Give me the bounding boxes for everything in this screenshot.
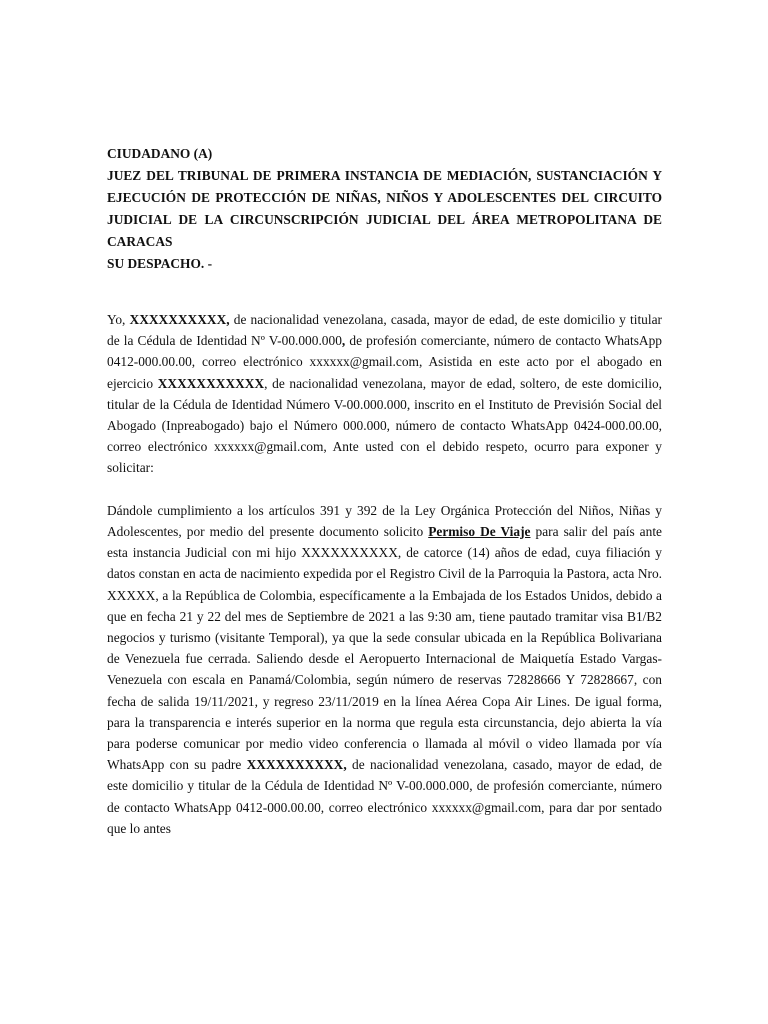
- addressee-header: [107, 143, 662, 275]
- father-name: XXXXXXXXXX,: [246, 757, 347, 773]
- court-name: JUEZ DEL TRIBUNAL DE PRIMERA INSTANCIA DE MEDIACIÓN, SUSTANCIACIÓN Y EJECUCIÓN DE PROTECCIÓN DE NIÑAS, NIÑOS Y ADOLESCENTES DEL CIRCUITO JUDICIAL DE LA CIRCUNSCRIPCIÓN JUDICIAL DEL ÁREA METROPOLITANA DE CARACAS: [107, 168, 662, 249]
- introduction-paragraph: Yo, XXXXXXXXXX, de nacionalidad venezolana, casada, mayor de edad, de este domicilio y titular de la Cédula de Identidad Nº V-00.000.000, de profesión comerciante, número de contacto WhatsApp 0412-000.00.00, correo electrónico xxxxxx@gmail.com, Asistida en este acto por el abogado en ejercicio XXXXXXXXXXX, de nacionalidad venezolana, mayor de edad, soltero, de este domicilio, titular de la Cédula de Identidad Número V-00.000.000, inscrito en el Instituto de Previsión Social del Abogado (Inpreabogado) bajo el Número 000.000, número de contacto WhatsApp 0424-000.00.00, correo electrónico xxxxxx@gmail.com, Ante usted con el debido respeto, ocurro para exponer y solicitar:: [107, 312, 663, 476]
- lawyer-name: XXXXXXXXXXX: [157, 375, 265, 391]
- travel-permit-term: Permiso De Viaje: [428, 524, 531, 540]
- addressee-title: CIUDADANO (A): [107, 146, 213, 161]
- office-line: SU DESPACHO. -: [107, 256, 213, 271]
- applicant-name: XXXXXXXXXX,: [129, 312, 230, 327]
- document-body: [107, 309, 662, 839]
- request-paragraph: Dándole cumplimiento a los artículos 391 y 392 de la Ley Orgánica Protección del Niños, Niñas y Adolescentes, por medio del presente documento solicito Permiso De Viaje para salir del país ante esta instancia Judicial con mi hijo XXXXXXXXXX, de catorce (14) años de edad, cuya filiación y datos constan en acta de nacimiento expedida por el Registro Civil de la Parroquia la Pastora, acta Nro. XXXXX, a la República de Colombia, específicamente a la Embajada de los Estados Unidos, debido a que en fecha 21 y 22 del mes de Septiembre de 2021 a las 9:30 am, tiene pautado tramitar visa B1/B2 negocios y turismo (visitante Temporal), ya que la sede consular ubicada en la República Bolivariana de Venezuela fue cerrada. Saliendo desde el Aeropuerto Internacional de Maiquetía Estado Vargas-Venezuela con escala en Panamá/Colombia, según número de reservas 72828666 Y 72828667, con fecha de salida 19/11/2021, y regreso 23/11/2019 en la línea Aérea Copa Air Lines. De igual forma, para la transparencia e interés superior en la norma que regula esta circunstancia, dejo abierta la vía para poderse comunicar por medio video conferencia o llamada al móvil o video llamada por vía WhatsApp con su padre XXXXXXXXXX, de nacionalidad venezolana, casado, mayor de edad, de este domicilio y titular de la Cédula de Identidad Nº V-00.000.000, de profesión comerciante, número de contacto WhatsApp 0412-000.00.00, correo electrónico xxxxxx@gmail.com, para dar por sentado que lo antes: [107, 502, 662, 836]
